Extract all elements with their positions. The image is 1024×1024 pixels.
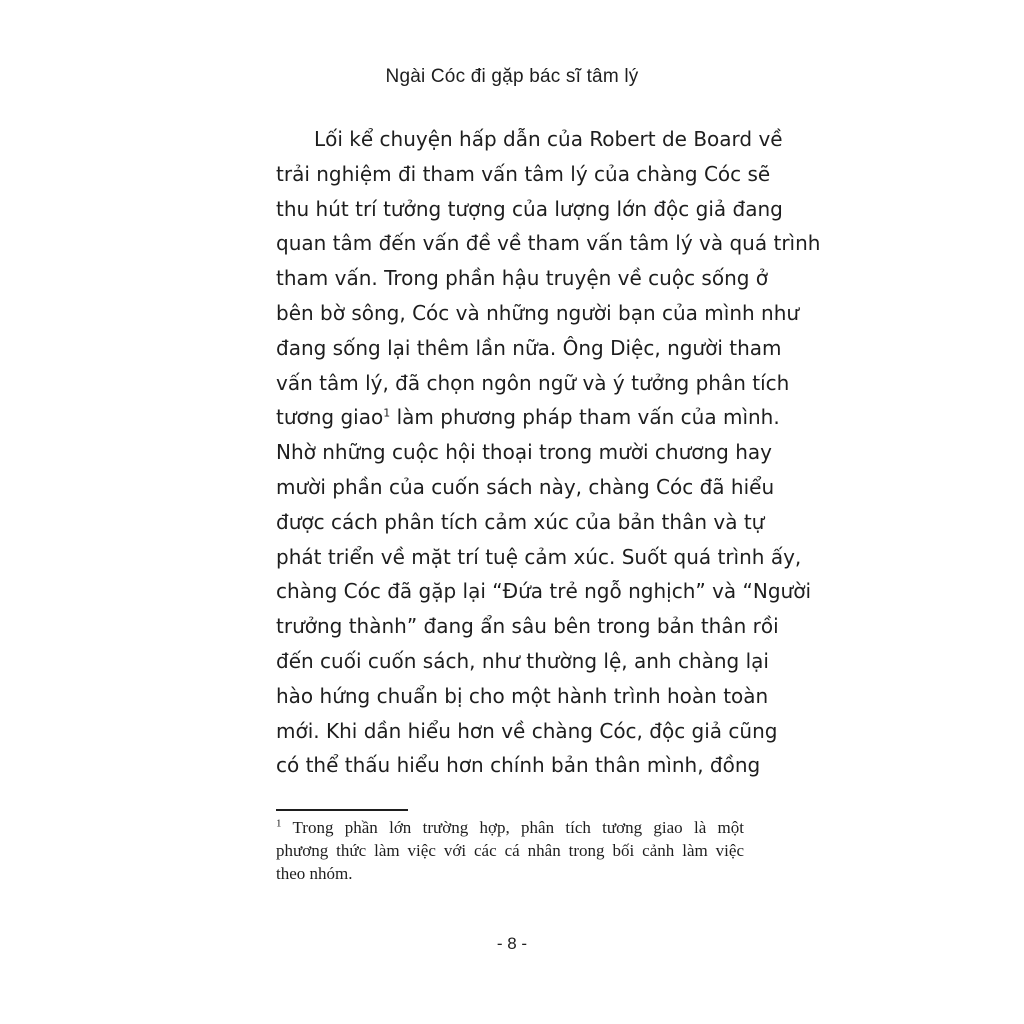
paragraph-line: thu hút trí tưởng tượng của lượng lớn độc giả đang	[276, 196, 783, 221]
footnote-marker: 1	[276, 817, 282, 830]
paragraph-line: Nhờ những cuộc hội thoại trong mười chương hay	[276, 440, 772, 465]
paragraph-line: chàng Cóc đã gặp lại “Đứa trẻ ngỗ nghịch” và “Người	[276, 579, 812, 604]
running-head: Ngài Cóc đi gặp bác sĩ tâm lý	[385, 66, 639, 87]
paragraph-line: đang sống lại thêm lần nữa. Ông Diệc, người tham	[276, 335, 782, 360]
paragraph-line: trưởng thành” đang ẩn sâu bên trong bản thân rồi	[276, 614, 779, 639]
paragraph-line: quan tâm đến vấn đề về tham vấn tâm lý và quá trình	[276, 231, 821, 256]
body-text	[276, 122, 821, 783]
paragraph-line: Lối kể chuyện hấp dẫn của Robert de Board về	[314, 127, 783, 151]
footnote-divider	[276, 809, 408, 811]
line-segment: tương giao	[276, 405, 384, 430]
paragraph-line: mới. Khi dần hiểu hơn về chàng Cóc, độc giả cũng	[276, 718, 778, 743]
footnote-reference: 1	[383, 406, 391, 420]
paragraph-line: được cách phân tích cảm xúc của bản thân và tự	[276, 509, 765, 534]
footnote-line: theo nhóm.	[276, 864, 353, 883]
paragraph-line: mười phần của cuốn sách này, chàng Cóc đã hiểu	[276, 474, 775, 499]
paragraph-line: hào hứng chuẩn bị cho một hành trình hoàn toàn	[276, 683, 769, 708]
paragraph-line: trải nghiệm đi tham vấn tâm lý của chàng Cóc sẽ	[276, 161, 771, 186]
line-segment: làm phương pháp tham vấn của mình.	[396, 405, 780, 430]
footnote	[276, 816, 744, 885]
paragraph-line-with-footnote	[276, 400, 780, 435]
paragraph-line: phát triển về mặt trí tuệ cảm xúc. Suốt quá trình ấy,	[276, 544, 802, 569]
page-number: - 8 -	[496, 934, 528, 953]
paragraph-line: bên bờ sông, Cóc và những người bạn của mình như	[276, 300, 800, 325]
paragraph-line: vấn tâm lý, đã chọn ngôn ngữ và ý tưởng phân tích	[276, 370, 790, 395]
footnote-line	[276, 816, 744, 839]
paragraph-line: đến cuối cuốn sách, như thường lệ, anh chàng lại	[276, 648, 769, 673]
footnote-line: phương thức làm việc với các cá nhân trong bối cảnh làm việc	[276, 841, 744, 860]
paragraph-line: có thể thấu hiểu hơn chính bản thân mình, đồng	[276, 753, 761, 778]
footnote-text: Trong phần lớn trường hợp, phân tích tương giao là một	[292, 818, 744, 837]
paragraph-line: tham vấn. Trong phần hậu truyện về cuộc sống ở	[276, 266, 769, 291]
